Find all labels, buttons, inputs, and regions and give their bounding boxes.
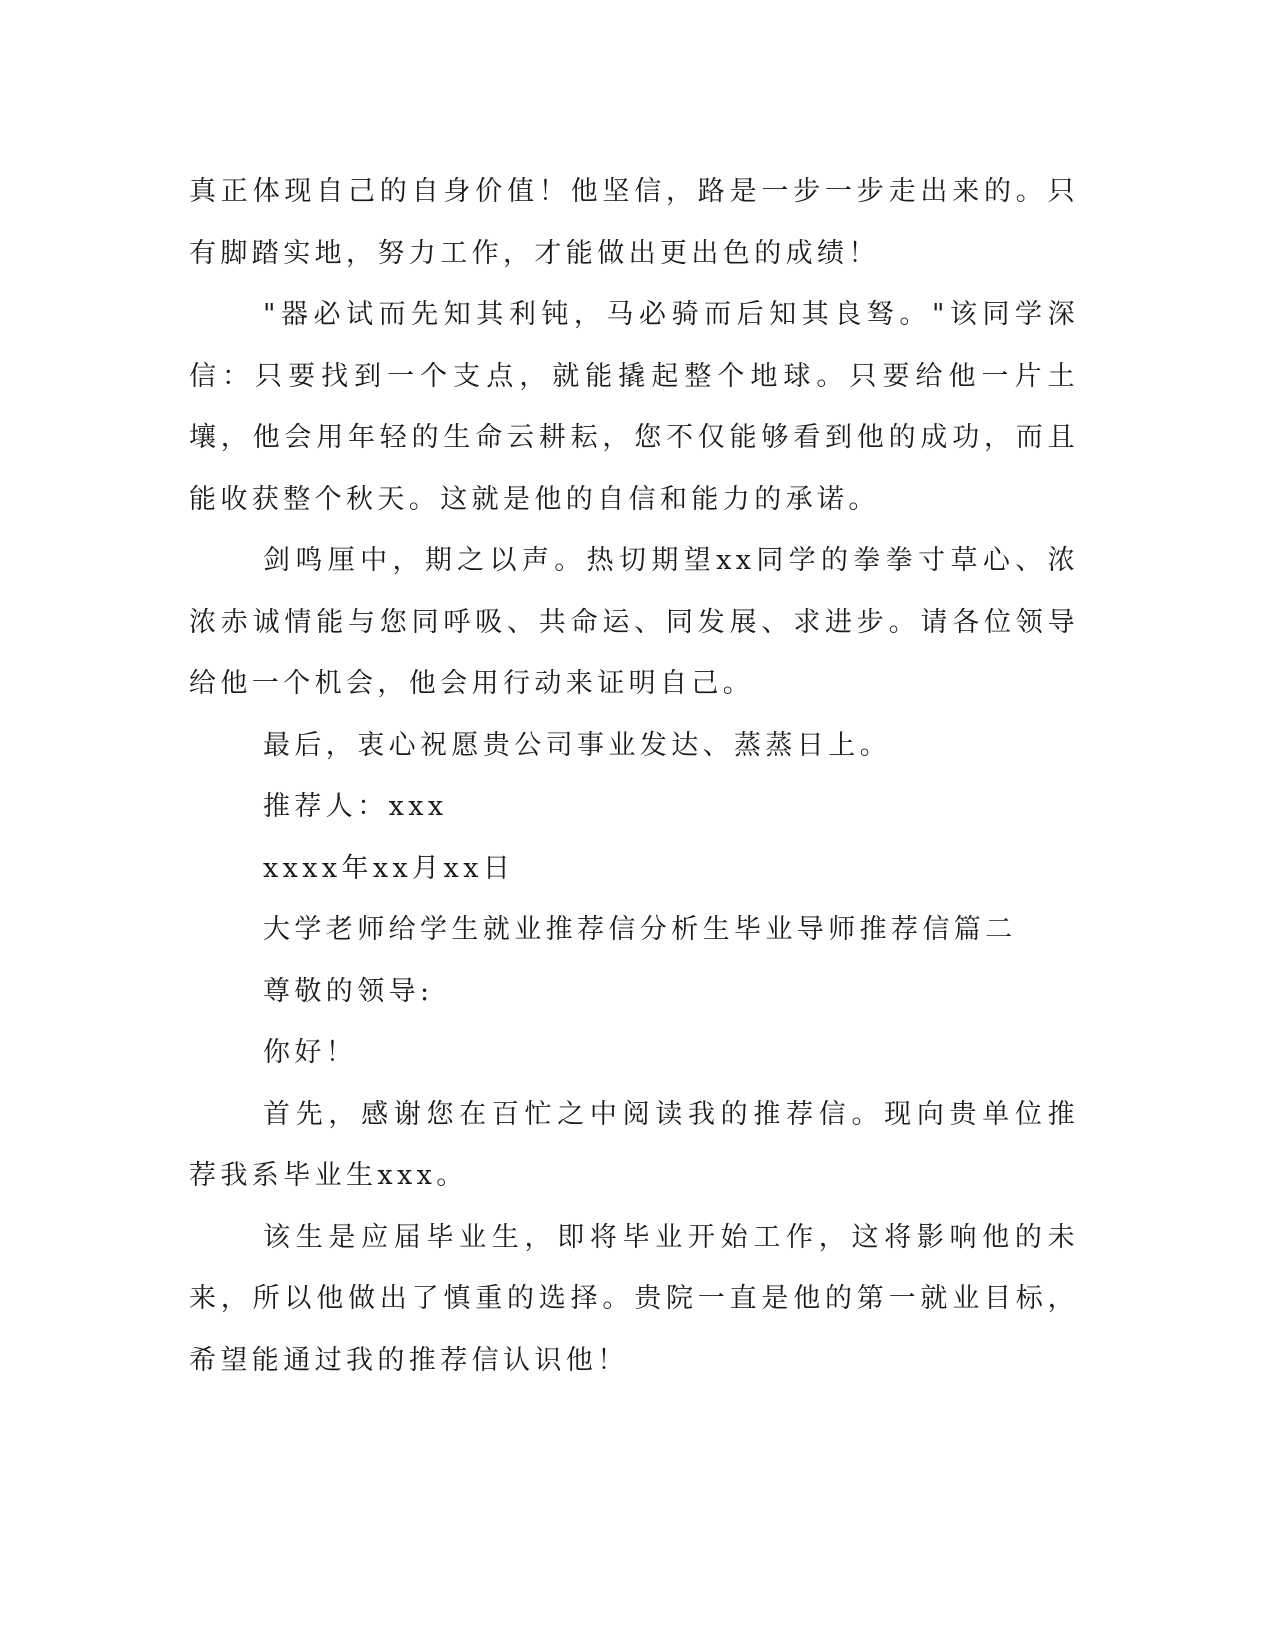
- paragraph-expectation: 剑鸣厘中，期之以声。热切期望xx同学的拳拳寸草心、浓浓赤诚情能与您同呼吸、共命运、同发展、求进步。请各位领导给他一个机会，他会用行动来证明自己。: [189, 545, 1079, 699]
- recommender-signature: 推荐人：xxx: [263, 791, 448, 822]
- paragraph-continuation: 真正体现自己的自身价值！他坚信，路是一步一步走出来的。只有脚踏实地，努力工作，才能做出更出色的成绩！: [189, 176, 1079, 269]
- greeting: 你好！: [263, 1037, 358, 1068]
- section-title: 大学老师给学生就业推荐信分析生毕业导师推荐信篇二: [263, 914, 1017, 945]
- paragraph-introduction: 首先，感谢您在百忙之中阅读我的推荐信。现向贵单位推荐我系毕业生xxx。: [189, 1098, 1079, 1191]
- paragraph-closing-wish: 最后，衷心祝愿贵公司事业发达、蒸蒸日上。: [263, 729, 891, 761]
- paragraph-student-choice: 该生是应届毕业生，即将毕业开始工作，这将影响他的未来，所以他做出了慎重的选择。贵院一直是他的第一就业目标，希望能通过我的推荐信认识他！: [189, 1221, 1079, 1376]
- paragraph-quote: "器必试而先知其利钝，马必骑而后知其良驽。"该同学深信：只要找到一个支点，就能撬起整个地球。只要给他一片土壤，他会用年轻的生命云耕耘，您不仅能够看到他的成功，而且能收获整个秋天。这就是他的自信和能力的承诺。: [189, 299, 1079, 515]
- letter-date: xxxx年xx月xx日: [263, 852, 515, 884]
- salutation: 尊敬的领导:: [263, 975, 434, 1007]
- document-body: [189, 161, 1079, 1391]
